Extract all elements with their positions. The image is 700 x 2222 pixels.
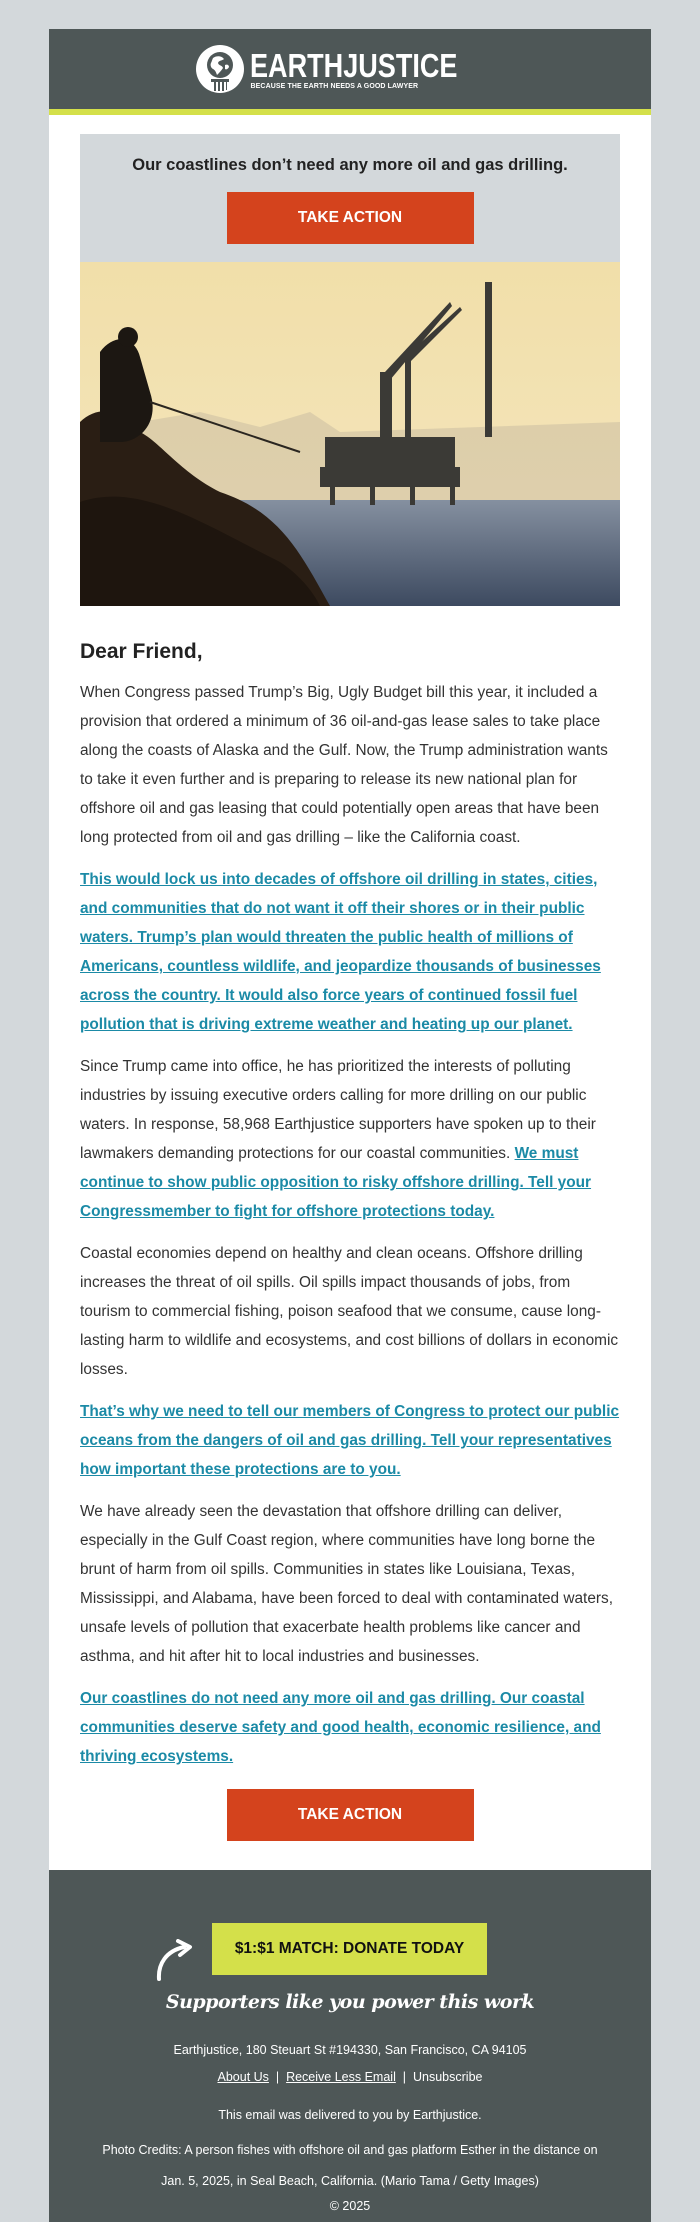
footer-tagline: Supporters like you power this work	[165, 1991, 535, 2013]
receive-less-email-link[interactable]: Receive Less Email	[286, 2070, 396, 2084]
email-body	[49, 115, 651, 1870]
photo-fisherman-oil-platform-icon	[80, 262, 620, 606]
paragraph-1: When Congress passed Trump’s Big, Ugly Budget bill this year, it included a provision that ordered a minimum of 36 oil-and-gas lease sales to take place along the coasts of Alaska and the Gulf. Now, the Trump administration wants to take it even further and is preparing to release its new national plan for offshore oil and gas leasing that could potentially open areas that have been long protected from oil and gas drilling – like the California coast.	[80, 684, 608, 846]
link-tell-congressmember[interactable]: We must continue to show public opposition to risky offshore drilling. Tell your Congressmember to fight for offshore protections today.	[80, 1145, 592, 1220]
donate-button[interactable]: $1:$1 MATCH: DONATE TODAY	[212, 1923, 487, 1975]
unsubscribe-link[interactable]: Unsubscribe	[413, 2070, 483, 2084]
paragraph-2	[80, 1052, 620, 1226]
curved-arrow-icon	[154, 1939, 194, 1981]
greeting: Dear Friend,	[80, 640, 203, 663]
link-coastlines[interactable]: Our coastlines do not need any more oil and gas drilling. Our coastal communities deserve safety and good health, economic resilience, and thriving ecosystems.	[80, 1690, 601, 1765]
footer-address: Earthjustice, 180 Steuart St #194330, San Francisco, CA 94105	[173, 2043, 527, 2057]
paragraph-4: We have already seen the devastation that offshore drilling can deliver, especially in the Gulf Coast region, where communities have long borne the brunt of harm from oil spills. Communities in states like Louisiana, Texas, Mississippi, and Alabama, have been forced to deal with contaminated waters, unsafe levels of pollution that exacerbate health problems like cancer and asthma, and hit after hit to local industries and businesses.	[80, 1503, 613, 1665]
logo-tagline: BECAUSE THE EARTH NEEDS A GOOD LAWYER	[250, 82, 419, 90]
footer	[49, 1870, 651, 2222]
globe-logo-icon[interactable]	[196, 45, 244, 93]
logo-name: EARTHJUSTICE	[250, 46, 458, 84]
paragraph-2-text: Since Trump came into office, he has prioritized the interests of polluting industries by issuing executive orders calling for more drilling on our public waters. In response, 58,968 Earthjustice supporters have spoken up to their lawmakers demanding protections for our coastal communities.	[80, 1058, 596, 1162]
separator: |	[275, 2070, 280, 2084]
link-paragraph-1[interactable]: This would lock us into decades of offshore oil drilling in states, cities, and communities that do not want it off their shores or in their public waters. Trump’s plan would threaten the public health of millions of Americans, countless wildlife, and jeopardize thousands of businesses across the country. It would also force years of continued fossil fuel pollution that is driving extreme weather and heating up our planet.	[80, 871, 601, 1033]
paragraph-3: Coastal economies depend on healthy and clean oceans. Offshore drilling increases the threat of oil spills. Oil spills impact thousands of jobs, from tourism to commercial fishing, poison seafood that we consume, cause long-lasting harm to wildlife and ecosystems, and cost billions of dollars in economic losses.	[80, 1245, 619, 1378]
copyright: © 2025	[329, 2199, 371, 2213]
separator: |	[402, 2070, 407, 2084]
cta-headline: Our coastlines don’t need any more oil and gas drilling.	[132, 156, 568, 174]
delivered-note: This email was delivered to you by Earthjustice.	[218, 2108, 482, 2122]
footer-links	[49, 2066, 651, 2088]
email-container	[49, 29, 651, 2222]
about-us-link[interactable]: About Us	[217, 2070, 269, 2084]
photo-credits: Photo Credits: A person fishes with offshore oil and gas platform Esther in the distance on Jan. 5, 2025, in Seal Beach, California. (Mario Tama / Getty Images)	[102, 2143, 598, 2188]
take-action-button[interactable]: TAKE ACTION	[227, 192, 474, 244]
header	[49, 29, 651, 109]
link-tell-representatives[interactable]: That’s why we need to tell our members of Congress to protect our public oceans from the dangers of oil and gas drilling. Tell your representatives how important these protections are to you.	[80, 1403, 620, 1478]
hero-image[interactable]	[80, 262, 620, 606]
cta-banner	[80, 134, 620, 262]
take-action-button-bottom[interactable]: TAKE ACTION	[227, 1789, 474, 1841]
